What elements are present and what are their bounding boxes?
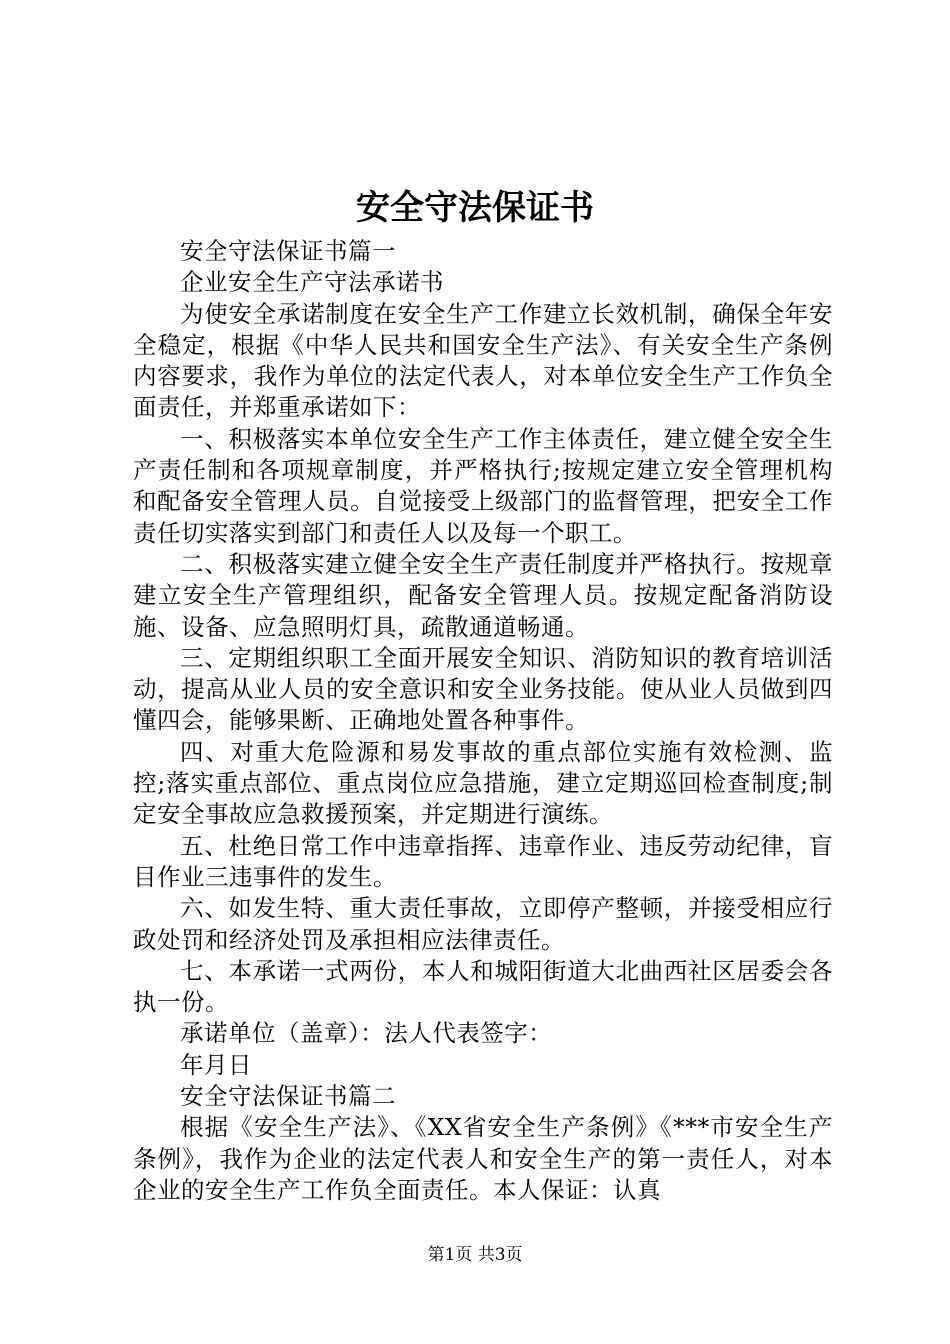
paragraph-item-7: 七、本承诺一式两份，本人和城阳街道大北曲西社区居委会各执一份。 (133, 956, 833, 1017)
subheading-commitment: 企业安全生产守法承诺书 (180, 268, 444, 297)
section-heading-1: 安全守法保证书篇一 (180, 237, 396, 265)
document-title: 安全守法保证书 (356, 188, 594, 228)
paragraph-item-4: 四、对重大危险源和易发事故的重点部位实施有效检测、监控;落实重点部位、重点岗位应急措施，建立定期巡回检查制度;制定安全事故应急救援预案，并定期进行演练。 (133, 737, 833, 829)
paragraph-intro: 为使安全承诺制度在安全生产工作建立长效机制，确保全年安全稳定，根据《中华人民共和国安全生产法》、有关安全生产条例内容要求，我作为单位的法定代表人，对本单位安全生产工作负全面责任，并郑重承诺如下： (133, 299, 833, 422)
paragraph-item-3: 三、定期组织职工全面开展安全知识、消防知识的教育培训活动，提高从业人员的安全意识和安全业务技能。使从业人员做到四懂四会，能够果断、正确地处置各种事件。 (133, 643, 833, 735)
page-footer: 第1页 共3页 (427, 1245, 523, 1265)
paragraph-item-5: 五、杜绝日常工作中违章指挥、违章作业、违反劳动纪律，盲目作业三违事件的发生。 (133, 831, 833, 891)
signature-line: 承诺单位（盖章）：法人代表签字： (180, 1019, 553, 1048)
date-line: 年月日 (180, 1050, 252, 1079)
paragraph-section-2: 根据《安全生产法》、《XX省安全生产条例》《***市安全生产条例》，我作为企业的法定代表人和安全生产的第一责任人，对本企业的安全生产工作负全面责任。本人保证：认真 (133, 1113, 833, 1204)
paragraph-item-6: 六、如发生特、重大责任事故，立即停产整顿，并接受相应行政处罚和经济处罚及承担相应法律责任。 (133, 894, 833, 954)
paragraph-item-1: 一、积极落实本单位安全生产工作主体责任，建立健全安全生产责任制和各项规章制度，并严格执行;按规定建立安全管理机构和配备安全管理人员。自觉接受上级部门的监督管理，把安全工作责任切实落实到部门和责任人以及每一个职工。 (133, 424, 833, 547)
section-heading-2: 安全守法保证书篇二 (180, 1082, 396, 1111)
document-body (133, 236, 833, 1206)
paragraph-item-2: 二、积极落实建立健全安全生产责任制度并严格执行。按规章建立安全生产管理组织，配备安全管理人员。按规定配备消防设施、设备、应急照明灯具，疏散通道畅通。 (133, 549, 833, 641)
